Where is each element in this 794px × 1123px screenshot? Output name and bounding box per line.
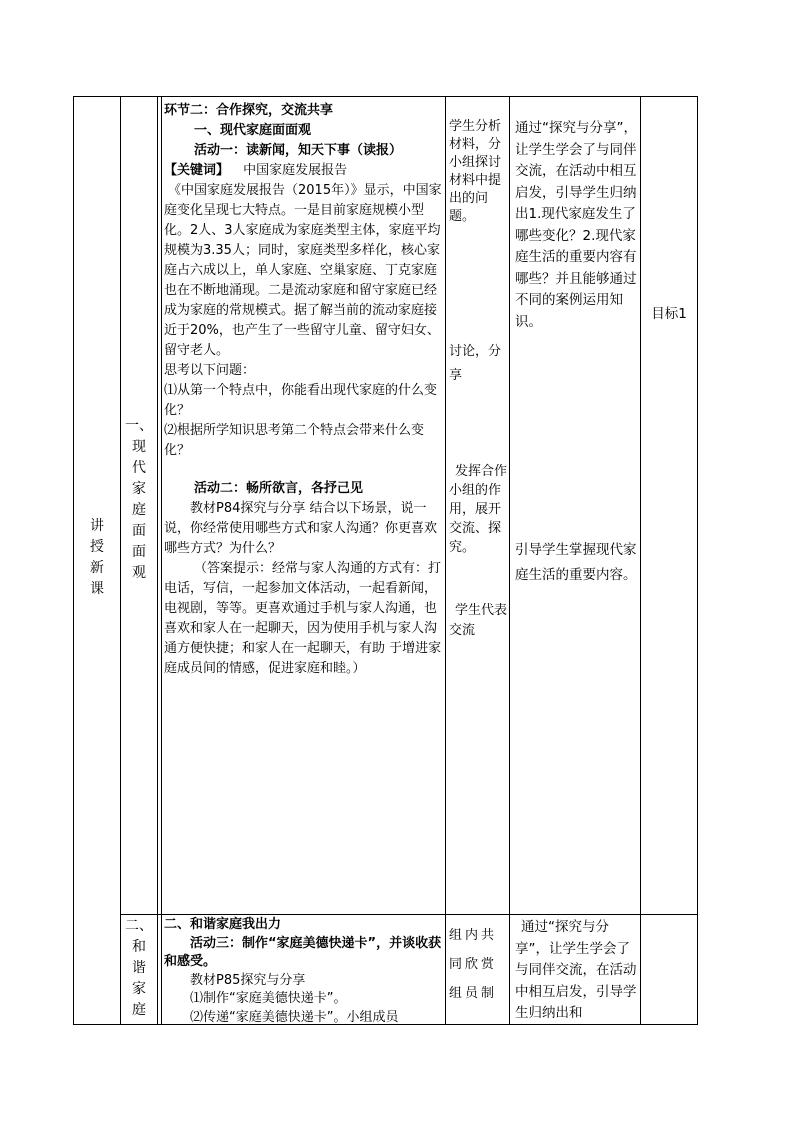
keyword-label: 【关键词】 <box>164 163 230 178</box>
student-activity <box>449 921 507 1008</box>
textbook-paragraph: 教材P84探究与分享 结合以下场景，说一说，你经常使用哪些方式和家人沟通？你更喜欢哪些方式？为什么？ <box>164 501 438 556</box>
student-activity-item: 组内共同欣赏组员制 <box>449 928 498 1001</box>
design-intent-item: 通过“探究与分享”，让学生学会了与同伴交流，在活动中相互启发，引导学生归纳出1.现代家庭发生了哪些变化？2.现代家庭生活的重要内容有哪些？并且能够通过不同的案例运用知识。 <box>515 120 637 330</box>
section-heading: 一、现代家庭面面观 <box>194 123 312 138</box>
textbook-line: 教材P85探究与分享 <box>190 972 306 988</box>
step-item: ⑵传递“家庭美德快递卡”。小组成员 <box>190 1009 399 1024</box>
step-item: ⑴制作“家庭美德快递卡”。 <box>190 991 347 1006</box>
teaching-content <box>164 101 442 911</box>
column-divider <box>509 96 510 1025</box>
news-paragraph: 《中国家庭发展报告（2015年）》显示，中国家庭变化呈现七大特点。一是目前家庭规模小型化。2人、3人家庭成为家庭类型主体，家庭平均规模为3.35人；同时，家庭类型多样化，核心家庭占六成以上，单人家庭、空巢家庭、丁克家庭也在不断地涌现。二是流动家庭和留守家庭已经成为家庭的常规模式。据了解当前的流动家庭接近于20%，也产生了一些留守儿童、留守妇女、留守老人。 <box>164 183 442 358</box>
subsection-label: 一、 现 代 家 庭 面 面 观 <box>125 418 153 581</box>
student-activity-item: 学生分析材料，分小组探讨材料中提出的问题。 <box>449 119 502 224</box>
student-activity-item: 学生代表交流 <box>449 603 507 638</box>
row-divider <box>120 914 698 915</box>
question-item: ⑴从第一个特点中，你能看出现代家庭的什么变化？ <box>164 383 438 418</box>
section-label: 讲 授 新 课 <box>90 518 104 597</box>
activity-title: 活动一：读新闻，知天下事（读报） <box>194 143 403 158</box>
section-heading: 二、和谐家庭我出力 <box>164 917 282 932</box>
keyword-value: 中国家庭发展报告 <box>243 163 348 178</box>
goal-cell <box>642 304 696 324</box>
answer-hint: （答案提示：经常与家人沟通的方式有：打电话，写信，一起参加文体活动，一起看新闻，电视剧，等等。更喜欢通过手机与家人沟通，也喜欢和家人在一起聊天，因为使用手机与家人沟通方便快捷；和家人在一起聊天，有助 于增进家庭成员间的情感，促进家庭和睦。） <box>164 561 442 676</box>
table-border-top <box>73 96 698 97</box>
student-activity <box>449 601 507 641</box>
think-prompt: 思考以下问题： <box>164 363 256 378</box>
stage-title: 环节二：合作探究，交流共享 <box>164 103 334 118</box>
design-intent <box>515 538 637 588</box>
column-divider <box>161 96 162 1025</box>
subsection-label: 二、 和 谐 家 庭 <box>125 918 153 1018</box>
goal-label: 目标1 <box>651 306 687 322</box>
design-intent-item: 引导学生掌握现代家庭生活的重要内容。 <box>515 542 637 583</box>
keyword-line <box>164 161 442 181</box>
activity-title: 活动二：畅所欲言，各抒己见 <box>194 481 364 496</box>
design-intent <box>515 118 637 333</box>
column-divider <box>445 96 446 1025</box>
question-item: ⑵根据所学知识思考第二个特点会带来什么变化？ <box>164 423 425 458</box>
student-activity <box>449 118 507 226</box>
column-divider <box>640 96 641 1025</box>
lesson-plan-table <box>73 96 698 1025</box>
design-intent <box>515 917 637 1025</box>
student-activity <box>449 340 507 388</box>
student-activity-item: 发挥合作小组的作用，展开交流、探究。 <box>449 464 507 555</box>
activity-title: 活动三：制作“家庭美德快递卡”，并谈收获和感受。 <box>164 935 442 969</box>
teaching-content <box>164 916 442 1024</box>
design-intent-item: 通过“探究与分享”，让学生学会了与同伴交流，在活动中相互启发，引导学生归纳出和 <box>515 919 637 1021</box>
table-border-right <box>697 96 698 1025</box>
column-divider <box>157 96 158 1025</box>
student-activity <box>449 462 507 557</box>
student-activity-item: 讨论，分享 <box>449 344 502 383</box>
